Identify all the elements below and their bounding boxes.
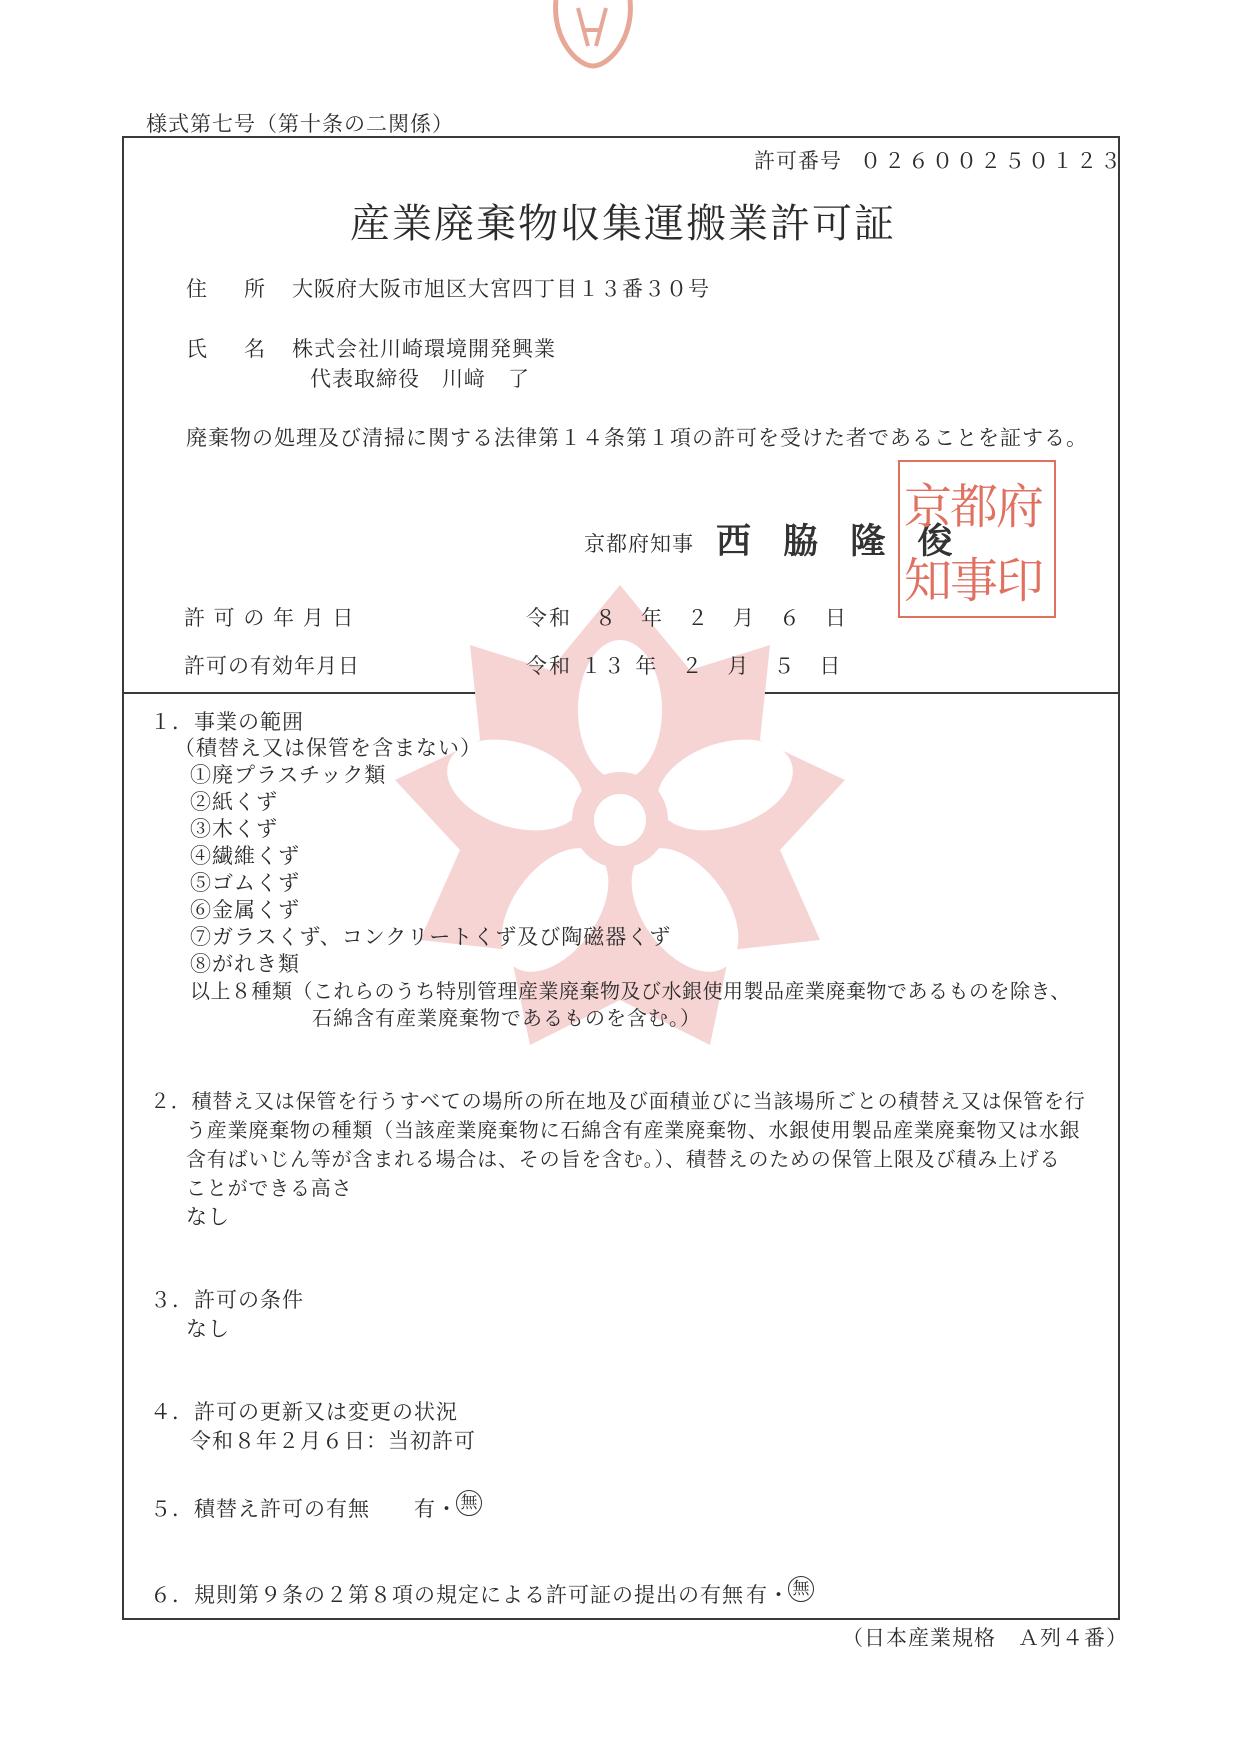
address-label: 住 所 <box>186 277 273 301</box>
waste-type-item: ⑤ゴムくず <box>190 871 300 895</box>
waste-type-item: ①廃プラスチック類 <box>190 763 387 787</box>
waste-type-item: ⑥金属くず <box>190 898 300 922</box>
name-label: 氏 名 <box>186 337 273 361</box>
valid-until-value: 令和 １３ 年 ２ 月 ５ 日 <box>526 654 843 678</box>
section3-heading: ３．許可の条件 <box>150 1288 304 1312</box>
section3-value: なし <box>186 1317 230 1341</box>
waste-type-item: ④繊維くず <box>190 844 300 868</box>
form-label: 様式第七号（第十条の二関係） <box>146 112 454 136</box>
waste-type-item: ⑦ガラスくず、コンクリートくず及び陶磁器くず <box>190 925 672 949</box>
valid-until-label: 許可の有効年月日 <box>184 654 360 678</box>
section2-value: なし <box>186 1205 230 1229</box>
section1-note: （積替え又は保管を含まない） <box>174 736 482 760</box>
footer-note: （日本産業規格 Ａ列４番） <box>842 1626 1128 1650</box>
section2-line-1: ２．積替え又は保管を行うすべての場所の所在地及び面積並びに当該場所ごとの積替え又は保管を行 <box>150 1089 1086 1113</box>
permit-number: ０２６００２５０１２３ <box>860 149 1124 173</box>
address-value: 大阪府大阪市旭区大宮四丁目１３番３０号 <box>292 277 710 301</box>
section5-no: 無 <box>456 1490 482 1516</box>
top-stamp-fragment <box>548 0 638 72</box>
section2-line-4: ことができる高さ <box>186 1176 353 1200</box>
section1-summary-2: 石綿含有産業廃棄物であるものを含む。） <box>312 1006 701 1030</box>
permit-number-label: 許可番号 <box>754 149 842 173</box>
certification-text: 廃棄物の処理及び清掃に関する法律第１４条第１項の許可を受けた者であることを証する。 <box>186 426 1088 450</box>
section6-yes: 有・ <box>746 1583 790 1607</box>
section4-heading: ４．許可の更新又は変更の状況 <box>150 1400 458 1424</box>
issuer-title: 京都府知事 <box>584 532 694 556</box>
permit-date-value: 令和 ８ 年 ２ 月 ６ 日 <box>526 606 848 630</box>
section5-no-circled <box>456 1490 482 1516</box>
section1-summary-1: 以上８種類（これらのうち特別管理産業廃棄物及び水銀使用製品産業廃棄物であるものを除き、 <box>190 979 1071 1003</box>
issuer-name: 西 脇 隆 俊 <box>716 521 963 562</box>
governor-seal <box>898 460 1056 618</box>
page-title: 産業廃棄物収集運搬業許可証 <box>350 201 896 247</box>
section6-no: 無 <box>788 1576 814 1602</box>
waste-type-item: ③木くず <box>190 817 278 841</box>
seal-line-2: 知事印 <box>904 553 1043 609</box>
waste-type-item: ⑧がれき類 <box>190 952 300 976</box>
seal-line-1: 京都府 <box>904 479 1043 535</box>
section6-heading: ６．規則第９条の２第８項の規定による許可証の提出の有無 <box>150 1583 744 1607</box>
representative-name: 代表取締役 川﨑 了 <box>310 367 530 391</box>
section5-heading: ５．積替え許可の有無 <box>150 1497 370 1521</box>
waste-type-item: ②紙くず <box>190 790 278 814</box>
section1-heading: １．事業の範囲 <box>150 710 304 734</box>
section5-yes: 有・ <box>414 1497 458 1521</box>
section2-line-3: 含有ばいじん等が含まれる場合は、その旨を含む。）、積替えのための保管上限及び積み上げる <box>186 1147 1061 1171</box>
company-name: 株式会社川崎環境開発興業 <box>292 337 556 361</box>
section2-line-2: う産業廃棄物の種類（当該産業廃棄物に石綿含有産業廃棄物、水銀使用製品産業廃棄物又は水銀 <box>186 1118 1081 1142</box>
permit-date-label: 許 可 の 年 月 日 <box>184 606 355 630</box>
section6-no-circled <box>788 1576 814 1602</box>
section4-value: 令和８年２月６日：当初許可 <box>190 1429 476 1453</box>
